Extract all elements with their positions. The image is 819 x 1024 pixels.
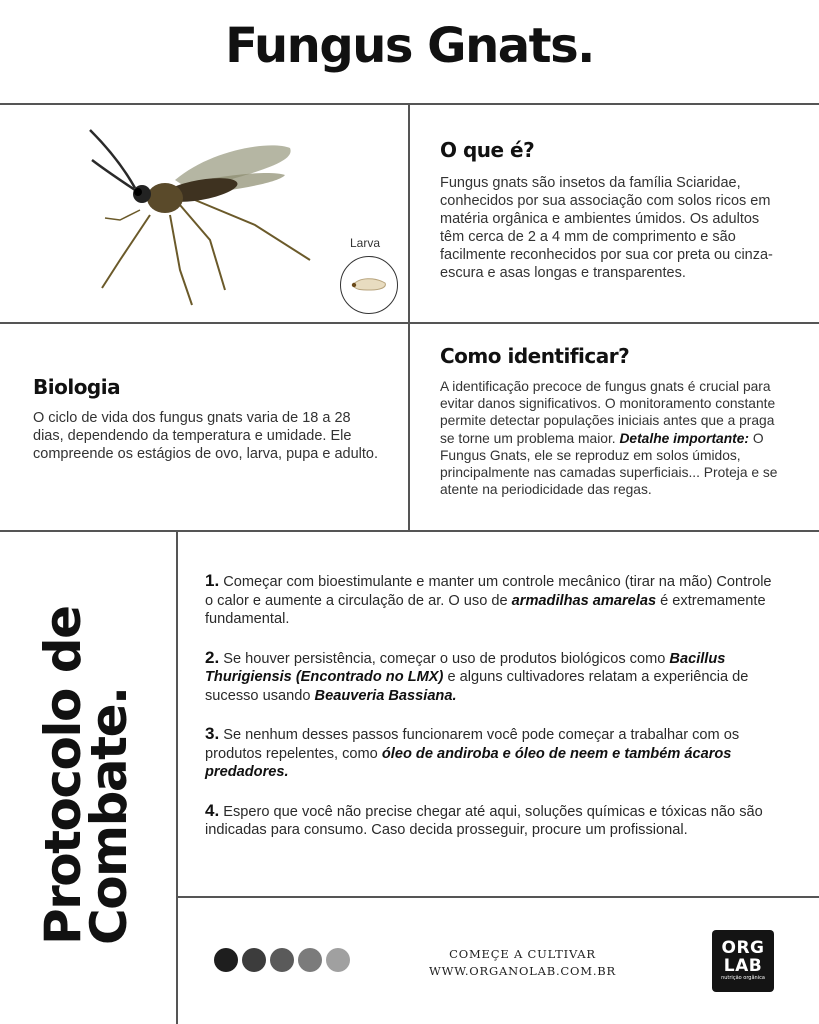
protocol-vertical-title	[34, 606, 138, 946]
step-1	[205, 572, 780, 629]
step-1-text: Começar com bioestimulante e manter um controle mecânico (tirar na mão) Controle o calor e aumente a circulação de ar. O uso de	[205, 574, 772, 609]
step-3-number: 3.	[205, 724, 220, 743]
biology-section	[33, 375, 383, 463]
identify-heading: Como identificar?	[440, 344, 630, 368]
identify-main-text: A identificação precoce de fungus gnats é crucial para evitar danos significativos. O monitoramento constante permite detectar populações iniciais antes que a praga se torne um problema maior.	[440, 379, 776, 446]
step-2	[205, 649, 780, 706]
top-vertical-divider	[408, 103, 410, 531]
identify-detail-label: Detalhe importante:	[619, 430, 750, 446]
organolab-logo[interactable]	[712, 930, 774, 992]
step-1-tail: é extremamente fundamental.	[205, 592, 766, 627]
protocol-title-line1: Protocolo de	[34, 606, 92, 945]
step-3-text: Se nenhum desses passos funcionarem você pode começar a trabalhar com os produtos repelentes, como	[205, 727, 740, 762]
step-3-emphasis: óleo de andiroba e óleo de neem e também ácaros predadores.	[205, 745, 732, 780]
footer-text	[400, 946, 645, 980]
color-dots	[214, 948, 350, 972]
logo-line2: LAB	[723, 956, 763, 976]
what-section	[440, 138, 785, 282]
logo-line3: nutrição orgânica	[721, 975, 765, 981]
protocol-steps	[205, 572, 780, 860]
larva-label: Larva	[350, 236, 381, 250]
identify-text	[440, 378, 790, 498]
protocol-title-line2: Combate.	[80, 687, 138, 945]
step-4	[205, 802, 780, 840]
page-title: Fungus Gnats.	[225, 18, 594, 74]
larva-image	[340, 256, 398, 314]
footer-slogan: COMEÇE A CULTIVAR	[449, 947, 596, 961]
step-1-emphasis: armadilhas amarelas	[511, 592, 657, 609]
protocol-vertical-divider	[176, 530, 178, 1024]
what-text: Fungus gnats são insetos da família Sciaridae, conhecidos por sua associação com solos ricos em matéria orgânica e ambientes úmidos. Os adultos têm cerca de 2 a 4 mm de comprimento e são facilmente reconhecidos por sua cor preta ou cinza-escura e asas longas e transparentes.	[440, 175, 773, 281]
step-1-number: 1.	[205, 571, 220, 590]
step-4-text: Espero que você não precise chegar até aqui, soluções químicas e tóxicas não são indicadas para consumo. Caso decida prosseguir, procure um profissional.	[205, 803, 763, 838]
footer-divider	[176, 896, 819, 898]
dot-2	[242, 948, 266, 972]
fungus-gnat-illustration	[80, 120, 320, 310]
step-2-emphasis-1: Bacillus Thurigiensis (Encontrado no LMX)	[205, 650, 726, 685]
step-2-text: Se houver persistência, começar o uso de produtos biológicos como	[223, 650, 666, 667]
identify-section	[440, 344, 790, 498]
header-divider	[0, 103, 819, 105]
step-2-emphasis-2: Beauveria Bassiana.	[314, 687, 457, 704]
dot-1	[214, 948, 238, 972]
identify-detail-text: O Fungus Gnats, ele se reproduz em solos úmidos, principalmente nas camadas superficiais... Proteja e se atente na periodicidade das regas.	[440, 430, 778, 498]
step-2-number: 2.	[205, 647, 220, 667]
what-heading: O que é?	[440, 138, 535, 162]
biology-heading: Biologia	[33, 375, 121, 399]
row2-divider	[0, 530, 819, 532]
dot-4	[298, 948, 322, 972]
row1-divider	[0, 322, 819, 324]
logo-line1: ORG	[721, 938, 765, 958]
step-2-mid: e alguns cultivadores relatam a experiência de sucesso usando	[205, 669, 749, 704]
dot-3	[270, 948, 294, 972]
dot-5	[326, 948, 350, 972]
footer-website-link[interactable]: WWW.ORGANOLAB.COM.BR	[429, 964, 616, 978]
step-4-number: 4.	[205, 800, 220, 820]
step-3	[205, 725, 780, 782]
biology-text: O ciclo de vida dos fungus gnats varia de 18 a 28 dias, dependendo da temperatura e umidade. Ele compreende os estágios de ovo, larva, pupa e adulto.	[33, 410, 379, 462]
